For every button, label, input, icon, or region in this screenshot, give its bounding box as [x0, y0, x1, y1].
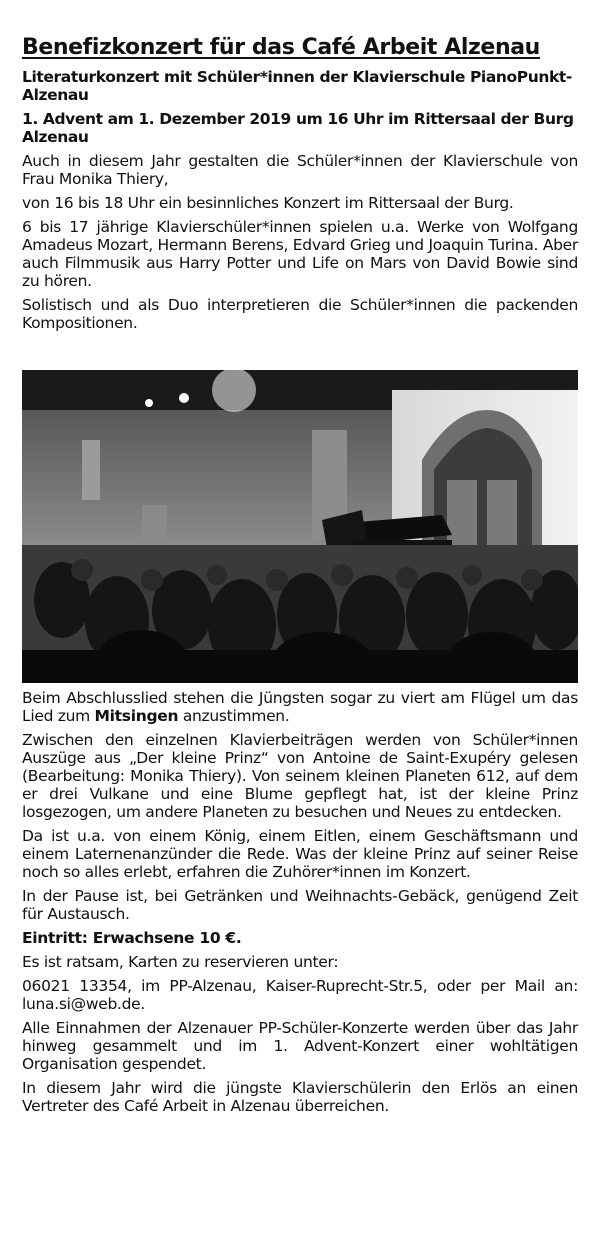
intro-paragraph-2: von 16 bis 18 Uhr ein besinnliches Konzert im Rittersaal der Burg.	[22, 194, 514, 212]
final-song-paragraph	[22, 689, 578, 725]
intro-paragraph-1: Auch in diesem Jahr gestalten die Schüler*innen der Klavierschule von Frau Monika Thiery,	[22, 152, 578, 188]
article-subtitle-1: Literaturkonzert mit Schüler*innen der Klavierschule PianoPunkt-Alzenau	[22, 68, 572, 104]
intro-paragraph-4: Solistisch und als Duo interpretieren die Schüler*innen die packenden Kompositionen.	[22, 296, 578, 332]
concert-photo-illustration	[22, 370, 578, 683]
header-block	[22, 34, 578, 332]
final-song-text-after: anzustimmen.	[178, 707, 290, 725]
closing-paragraph-1: Alle Einnahmen der Alzenauer PP-Schüler-Konzerte werden über das Jahr hinweg gesammelt und im 1. Advent-Konzert einer wohltätigen Organisation gespendet.	[22, 1019, 578, 1073]
article-subtitle-2: 1. Advent am 1. Dezember 2019 um 16 Uhr im Rittersaal der Burg Alzenau	[22, 110, 574, 146]
final-song-text-before: Beim Abschlusslied stehen die Jüngsten sogar zu viert am Flügel um das Lied zum	[22, 689, 578, 725]
concert-photo	[22, 370, 578, 683]
admission-price: Eintritt: Erwachsene 10 €.	[22, 929, 242, 947]
reservation-note: Es ist ratsam, Karten zu reservieren unter:	[22, 953, 339, 971]
article-title: Benefizkonzert für das Café Arbeit Alzenau	[22, 35, 540, 60]
body-block	[22, 689, 578, 1115]
closing-paragraph-2: In diesem Jahr wird die jüngste Klavierschülerin den Erlös an einen Vertreter des Café Arbeit in Alzenau überreichen.	[22, 1079, 578, 1115]
intro-paragraph-3: 6 bis 17 jährige Klavierschüler*innen spielen u.a. Werke von Wolfgang Amadeus Mozart, Hermann Berens, Edvard Grieg und Joaquin Turina. Aber auch Filmmusik aus Harry Potter und Life on Mars von David Bowie sind zu hören.	[22, 218, 578, 290]
contact-info: 06021 13354, im PP-Alzenau, Kaiser-Ruprecht-Str.5, oder per Mail an: luna.si@web.de.	[22, 977, 578, 1013]
body-paragraph-2: Da ist u.a. von einem König, einem Eitlen, einem Geschäftsmann und einem Laternenanzünder die Rede. Was der kleine Prinz auf seiner Reise noch so alles erlebt, erfahren die Zuhörer*innen im Konzert.	[22, 827, 578, 881]
body-paragraph-3: In der Pause ist, bei Getränken und Weihnachts-Gebäck, genügend Zeit für Austausch.	[22, 887, 578, 923]
body-paragraph-1: Zwischen den einzelnen Klavierbeiträgen werden von Schüler*innen Auszüge aus „Der kleine Prinz“ von Antoine de Saint-Exupéry gelesen (Bearbeitung: Monika Thiery). Von seinem kleinen Planeten 612, auf dem er drei Vulkane und eine Blume gepflegt hat, ist der kleine Prinz losgezogen, um andere Planeten zu besuchen und Neues zu entdecken.	[22, 731, 578, 821]
final-song-emphasis: Mitsingen	[94, 707, 179, 725]
